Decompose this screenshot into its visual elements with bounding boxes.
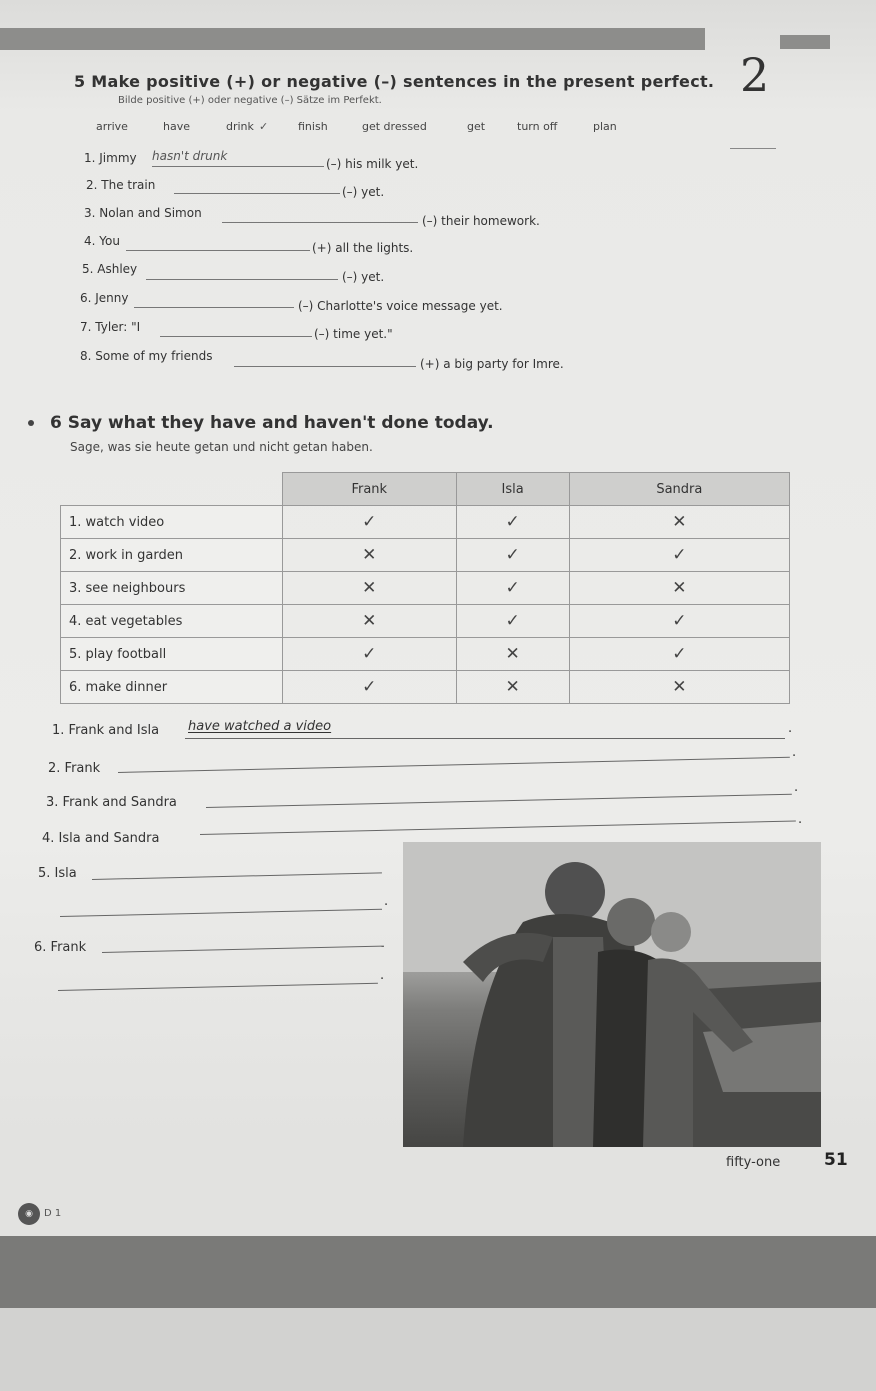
ex6-answer-line[interactable]: [60, 909, 382, 917]
ex6-answer-end: .: [380, 968, 385, 983]
exercise-6-subtitle: Sage, was sie heute getan und nicht getan haben.: [70, 440, 373, 454]
exercise-6-title: 6 Say what they have and haven't done today.: [50, 413, 494, 433]
mark-cell: ✓: [283, 506, 457, 539]
ex6-answer-start: 2. Frank: [48, 761, 101, 776]
photo-illustration: [403, 842, 821, 1147]
ex5-answer-line[interactable]: [222, 222, 418, 223]
exercise-5-subtitle: Bilde positive (+) oder negative (–) Sätze im Perfekt.: [118, 95, 382, 106]
mark-cell: ✓: [569, 605, 789, 638]
mark-cell: ✕: [569, 671, 789, 704]
ex5-item-start: 3. Nolan and Simon: [84, 206, 202, 220]
mark-cell: ✕: [456, 671, 569, 704]
ex6-answer-end: .: [794, 780, 799, 795]
ex6-answer-start: 3. Frank and Sandra: [46, 795, 177, 810]
header-bar-end: [780, 35, 830, 49]
wordbank-word: finish: [298, 120, 328, 133]
task-cell: 5. play football: [61, 638, 283, 671]
ex5-item-start: 8. Some of my friends: [80, 349, 213, 363]
task-cell: 6. make dinner: [61, 671, 283, 704]
exercise-5-title: 5 Make positive (+) or negative (–) sentences in the present perfect.: [74, 72, 715, 91]
ex5-item-start: 1. Jimmy: [84, 151, 137, 165]
wordbank-word: have: [163, 120, 190, 133]
ex5-item-start: 4. You: [84, 234, 120, 248]
table-row: [61, 671, 790, 704]
mark-cell: ✕: [569, 506, 789, 539]
ex5-item-start: 2. The train: [86, 178, 156, 192]
wordbank-word: get dressed: [362, 120, 427, 133]
mark-cell: ✓: [283, 671, 457, 704]
ex5-answer-line[interactable]: [160, 336, 312, 337]
ex6-answer-start: 1. Frank and Isla: [52, 723, 160, 738]
table-header-frank: Frank: [283, 473, 457, 506]
ex5-answer-line[interactable]: [174, 193, 340, 194]
table-header-sandra: Sandra: [569, 473, 789, 506]
cd-track: D 1: [44, 1208, 62, 1219]
ex5-item-end: (+) a big party for Imre.: [420, 357, 564, 371]
task-cell: 1. watch video: [61, 506, 283, 539]
ex6-answer-start: 4. Isla and Sandra: [42, 831, 160, 846]
cd-icon: ◉: [18, 1203, 40, 1225]
ex6-answer-line[interactable]: [102, 946, 384, 953]
photo-friends: [403, 842, 821, 1147]
page-number: 51: [824, 1150, 848, 1170]
table-row: [61, 572, 790, 605]
mark-cell: ✓: [456, 506, 569, 539]
table-row: [61, 539, 790, 572]
ex6-answer-end: .: [792, 745, 797, 760]
mark-cell: ✕: [283, 572, 457, 605]
task-cell: 4. eat vegetables: [61, 605, 283, 638]
margin-number: 2: [740, 48, 770, 102]
ex6-answer-written: have watched a video: [188, 719, 332, 734]
ex6-answer-end: .: [788, 721, 793, 736]
ex5-item-start: 5. Ashley: [82, 262, 138, 276]
ex6-answer-end: .: [384, 894, 389, 909]
mark-cell: ✓: [456, 605, 569, 638]
mark-cell: ✓: [569, 539, 789, 572]
wordbank-word: turn off: [517, 120, 558, 133]
mark-cell: ✕: [283, 605, 457, 638]
ex5-item-start: 6. Jenny: [80, 291, 129, 305]
bullet-dot: [28, 420, 34, 426]
table-row: [61, 605, 790, 638]
wordbank-word: arrive: [96, 120, 128, 133]
bottom-shadow-band: [0, 1236, 876, 1308]
table-header-row: [61, 473, 790, 506]
ex5-item-end: (+) all the lights.: [312, 241, 414, 255]
ex6-answer-line[interactable]: [185, 738, 785, 739]
ex5-item-answer: hasn't drunk: [152, 149, 228, 163]
mark-cell: ✓: [283, 638, 457, 671]
mark-cell: ✕: [569, 572, 789, 605]
task-cell: 2. work in garden: [61, 539, 283, 572]
task-cell: 3. see neighbours: [61, 572, 283, 605]
margin-line: [730, 148, 776, 149]
ex6-answer-line[interactable]: [92, 872, 382, 880]
ex5-item-end: (–) time yet.": [314, 327, 393, 341]
mark-cell: ✕: [283, 539, 457, 572]
wordbank-word: get: [467, 120, 486, 133]
wordbank-tick: ✓: [259, 120, 269, 133]
ex5-item-end: (–) his milk yet.: [326, 157, 419, 171]
next-page-edge: [0, 1308, 876, 1391]
table-row: [61, 506, 790, 539]
mark-cell: ✕: [456, 638, 569, 671]
ex5-answer-line[interactable]: [126, 250, 310, 251]
ex6-answer-line[interactable]: [118, 757, 790, 773]
ex6-answer-line[interactable]: [200, 820, 796, 835]
ex5-item-end: (–) Charlotte's voice message yet.: [298, 299, 503, 313]
ex5-item-end: (–) yet.: [342, 185, 385, 199]
ex6-answer-end: .: [798, 812, 803, 827]
page-number-word: fifty-one: [726, 1155, 781, 1170]
mark-cell: ✓: [569, 638, 789, 671]
ex6-answer-line[interactable]: [206, 794, 792, 808]
wordbank-word: plan: [593, 120, 617, 133]
ex5-answer-line[interactable]: [234, 366, 416, 367]
ex6-answer-start: 5. Isla: [38, 866, 77, 881]
table-row: [61, 638, 790, 671]
ex6-answer-line[interactable]: [58, 983, 378, 991]
ex5-item-end: (–) yet.: [342, 270, 385, 284]
mark-cell: ✓: [456, 539, 569, 572]
table-header-isla: Isla: [456, 473, 569, 506]
ex5-answer-line[interactable]: [152, 166, 324, 167]
ex6-answer-start: 6. Frank: [34, 940, 87, 955]
mark-cell: ✓: [456, 572, 569, 605]
header-bar: [0, 28, 705, 50]
ex5-answer-line[interactable]: [146, 279, 338, 280]
activity-table: [60, 472, 790, 704]
table-header-empty: [61, 473, 283, 506]
ex5-item-end: (–) their homework.: [422, 214, 540, 228]
ex5-answer-line[interactable]: [134, 307, 294, 308]
wordbank-word: drink: [226, 120, 254, 133]
ex5-item-start: 7. Tyler: "I: [80, 320, 141, 334]
